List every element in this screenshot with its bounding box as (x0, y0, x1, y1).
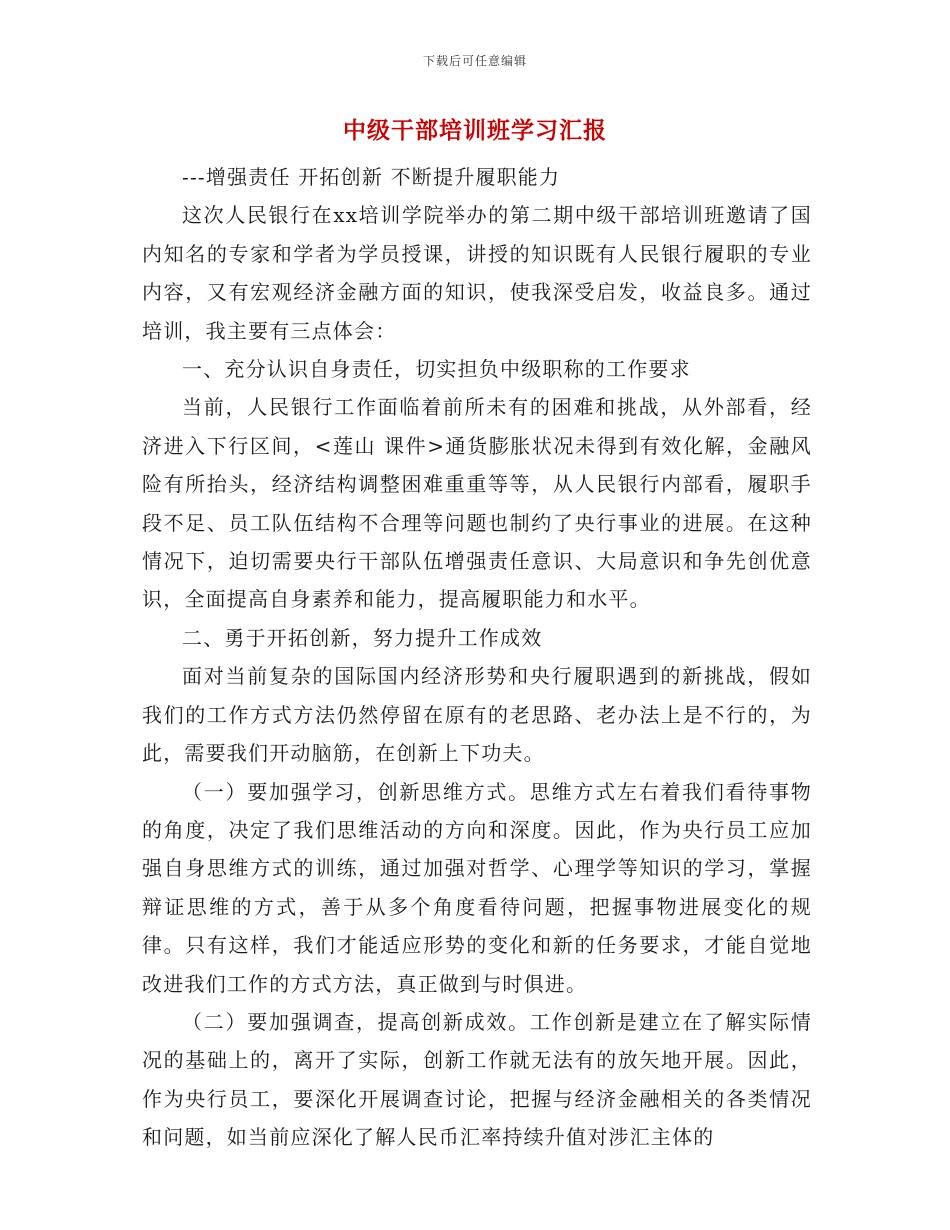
paragraph: （二）要加强调查，提高创新成效。工作创新是建立在了解实际情况的基础上的，离开了实际，创新工作就无法有的放矢地开展。因此，作为央行员工，要深化开展调查讨论，把握与经济金融相关的各类情况和问题，如当前应深化了解人民币汇率持续升值对涉汇主体的 (142, 1009, 812, 1150)
paragraph: 面对当前复杂的国际国内经济形势和央行履职遇到的新挑战，假如我们的工作方式方法仍然停留在原有的老思路、老办法上是不行的，为此，需要我们开动脑筋，在创新上下功夫。 (142, 664, 812, 766)
paragraph: 这次人民银行在xx培训学院举办的第二期中级干部培训班邀请了国内知名的专家和学者为学员授课，讲授的知识既有人民银行履职的专业内容，又有宏观经济金融方面的知识，使我深受启发，收益良多。通过培训，我主要有三点体会： (142, 203, 812, 343)
header-note: 下载后可任意编辑 (422, 54, 527, 68)
paragraph: （一）要加强学习，创新思维方式。思维方式左右着我们看待事物的角度，决定了我们思维活动的方向和深度。因此，作为央行员工应加强自身思维方式的训练，通过加强对哲学、心理学等知识的学习，掌握辩证思维的方式，善于从多个角度看待问题，把握事物进展变化的规律。只有这样，我们才能适应形势的变化和新的任务要求，才能自觉地改进我们工作的方式方法，真正做到与时俱进。 (142, 779, 812, 996)
document-body (142, 158, 812, 1157)
paragraph: 当前，人民银行工作面临着前所未有的困难和挑战，从外部看，经济进入下行区间，<莲山 课件>通货膨胀状况未得到有效化解，金融风险有所抬头，经济结构调整困难重重等等，从人民银行内部看，履职手段不足、员工队伍结构不合理等问题也制约了央行事业的进展。在这种情况下，迫切需要央行干部队伍增强责任意识、大局意识和争先创优意识，全面提高自身素养和能力，提高履职能力和水平。 (142, 395, 812, 612)
document-title: 中级干部培训班学习汇报 (343, 117, 607, 144)
section-heading: 二、勇于开拓创新，努力提升工作成效 (182, 625, 543, 650)
section-heading: 一、充分认识自身责任，切实担负中级职称的工作要求 (182, 357, 691, 382)
document-subtitle: ---增强责任 开拓创新 不断提升履职能力 (182, 165, 561, 189)
